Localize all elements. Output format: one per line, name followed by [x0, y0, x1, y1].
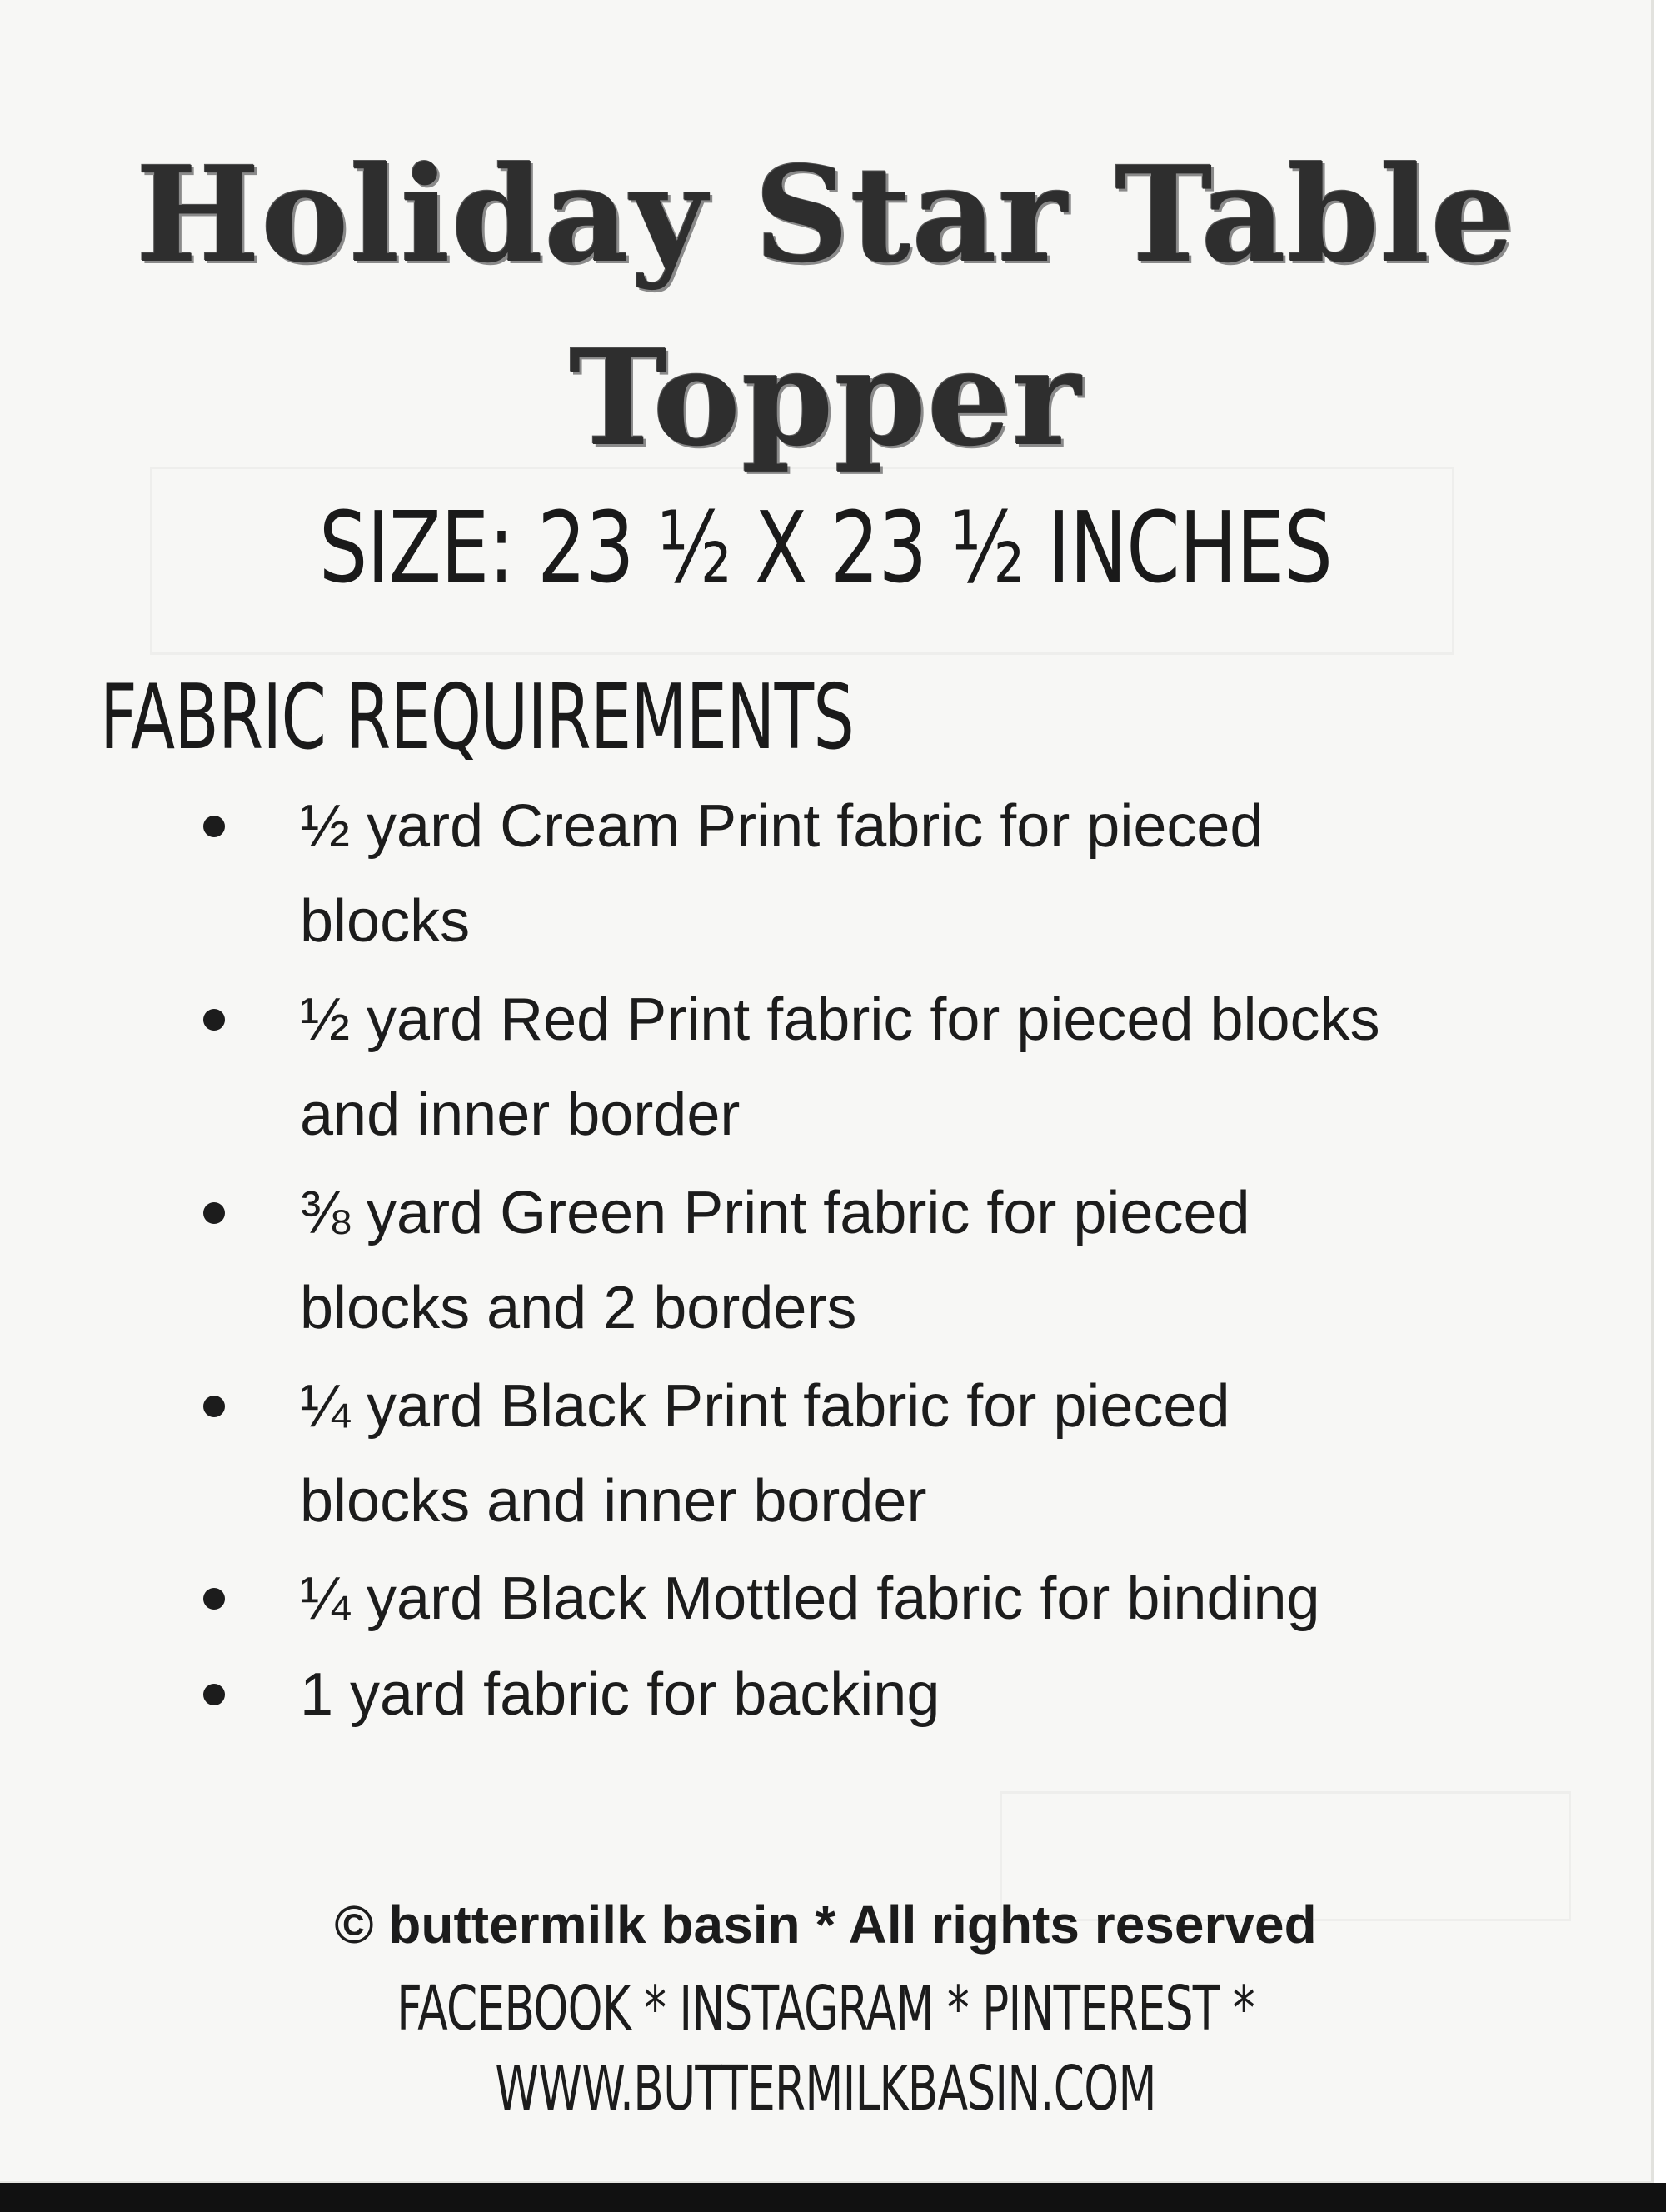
bullet-icon — [203, 1202, 225, 1224]
list-item-line: 1 yard fabric for backing — [300, 1661, 940, 1728]
list-item-line: ¼ yard Black Mottled fabric for binding — [300, 1565, 1320, 1632]
list-item-text — [300, 972, 1566, 1162]
scan-edge — [0, 2183, 1666, 2212]
fabric-requirements-heading: FABRIC REQUIREMENTS — [100, 666, 855, 770]
list-item-text — [300, 1359, 1566, 1549]
list-item-line: and inner border — [300, 1081, 741, 1148]
list-item-text — [300, 1166, 1566, 1356]
website-url: WWW.BUTTERMILKBASIN.COM — [495, 2053, 1156, 2125]
list-item-text — [300, 1647, 1566, 1742]
bullet-icon — [203, 1009, 225, 1031]
bullet-icon — [203, 816, 225, 837]
list-item-line: blocks and 2 borders — [300, 1275, 857, 1341]
list-item-line: blocks and inner border — [300, 1468, 927, 1535]
social-links: FACEBOOK * INSTAGRAM * PINTEREST * — [397, 1973, 1254, 2045]
list-item-line: ½ yard Red Print fabric for pieced blocks — [300, 986, 1380, 1053]
list-item-line: ½ yard Cream Print fabric for pieced — [300, 793, 1264, 860]
list-item-line: blocks — [300, 888, 471, 955]
finished-size: SIZE: 23 ½ X 23 ½ INCHES — [318, 490, 1333, 605]
copyright-notice: © buttermilk basin * All rights reserved — [334, 1895, 1317, 1955]
bullet-icon — [203, 1396, 225, 1417]
title-line-1: Holiday Star Table — [136, 138, 1515, 292]
list-item-line: ¼ yard Black Print fabric for pieced — [300, 1373, 1230, 1440]
bullet-icon — [203, 1684, 225, 1705]
list-item-text — [300, 1551, 1566, 1646]
list-item-line: ⅜ yard Green Print fabric for pieced — [300, 1180, 1250, 1246]
bullet-icon — [203, 1588, 225, 1610]
title-line-2: Topper — [569, 322, 1082, 476]
list-item-text — [300, 779, 1566, 969]
